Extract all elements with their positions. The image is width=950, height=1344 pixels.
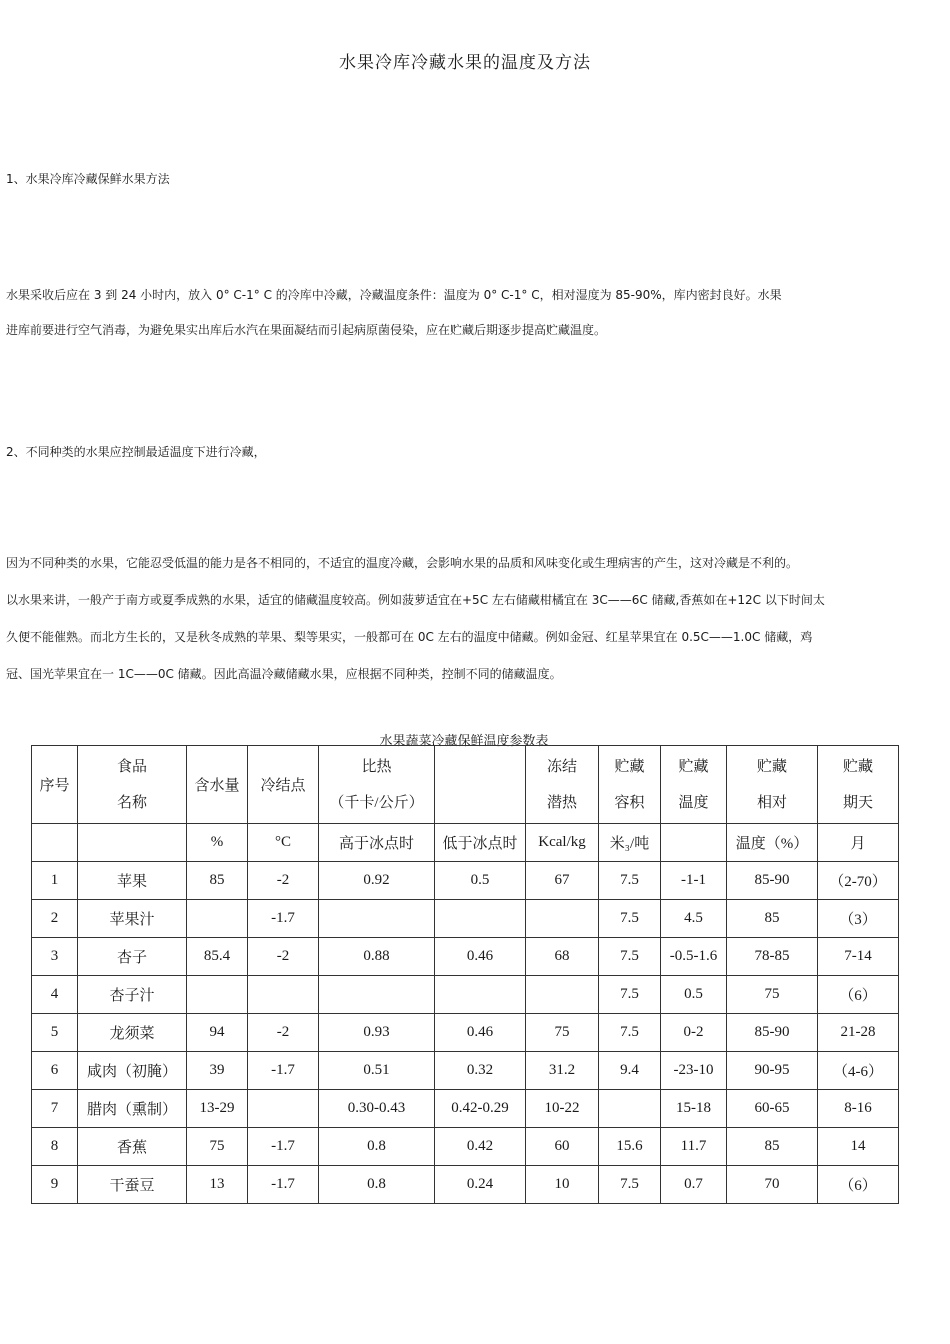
table-row: [32, 938, 899, 976]
table-cell: 85-90: [727, 862, 818, 900]
table-cell: 4: [32, 976, 78, 1014]
unit-cell: %: [187, 824, 248, 862]
document-title: 水果冷库冷藏水果的温度及方法: [339, 53, 591, 73]
header-cell: [435, 746, 526, 824]
header-cell: 贮藏 相对: [727, 746, 818, 824]
table-cell: 85.4: [187, 938, 248, 976]
table-cell: 85-90: [727, 1014, 818, 1052]
table-cell: -1.7: [248, 1052, 319, 1090]
table-cell: （6）: [818, 1166, 899, 1204]
table-cell: 75: [526, 1014, 599, 1052]
unit-cell: 月: [818, 824, 899, 862]
table-caption: 水果蔬菜冷藏保鲜温度参数表: [379, 734, 549, 749]
unit-cell: 米₃/吨: [599, 824, 661, 862]
unit-cell: [661, 824, 727, 862]
table-cell: 龙须菜: [78, 1014, 187, 1052]
table-cell: 15.6: [599, 1128, 661, 1166]
table-cell: 4.5: [661, 900, 727, 938]
table-cell: 11.7: [661, 1128, 727, 1166]
table-cell: [526, 976, 599, 1014]
table-cell: 干蚕豆: [78, 1166, 187, 1204]
section1-heading: 1、水果冷库冷藏保鲜水果方法: [6, 172, 170, 186]
table-row: [32, 1014, 899, 1052]
table-row: [32, 900, 899, 938]
unit-cell: Kcal/kg: [526, 824, 599, 862]
table-cell: 腊肉（熏制）: [78, 1090, 187, 1128]
table-cell: 60-65: [727, 1090, 818, 1128]
table-cell: 2: [32, 900, 78, 938]
header-cell: 贮藏 期天: [818, 746, 899, 824]
table-cell: 3: [32, 938, 78, 976]
table-cell: [248, 1090, 319, 1128]
table-cell: 60: [526, 1128, 599, 1166]
table-cell: 85: [187, 862, 248, 900]
table-cell: -0.5-1.6: [661, 938, 727, 976]
table-cell: 0.24: [435, 1166, 526, 1204]
unit-cell: °C: [248, 824, 319, 862]
table-cell: 苹果汁: [78, 900, 187, 938]
table-unit-row: [32, 824, 899, 862]
table-cell: （6）: [818, 976, 899, 1014]
table-cell: [187, 900, 248, 938]
table-row: [32, 976, 899, 1014]
table-cell: 7: [32, 1090, 78, 1128]
table-cell: 0.51: [319, 1052, 435, 1090]
table-cell: [248, 976, 319, 1014]
paragraph-line: 久便不能催熟。而北方生长的，又是秋冬成熟的苹果、梨等果实，一般都可在 0C 左右的温度中储藏。例如金冠、红星苹果宜在 0.5C——1.0C 储藏，鸡: [6, 630, 813, 644]
table-cell: 31.2: [526, 1052, 599, 1090]
table-row: [32, 862, 899, 900]
table-cell: [526, 900, 599, 938]
table-cell: 0.5: [435, 862, 526, 900]
table-cell: 0.42-0.29: [435, 1090, 526, 1128]
unit-cell: 温度（%）: [727, 824, 818, 862]
unit-cell: [78, 824, 187, 862]
table-cell: 94: [187, 1014, 248, 1052]
table-cell: 7.5: [599, 862, 661, 900]
paragraph-line: 进库前要进行空气消毒，为避免果实出库后水汽在果面凝结而引起病原菌侵染，应在贮藏后期逐步提高贮藏温度。: [6, 323, 607, 337]
table-cell: 0.46: [435, 1014, 526, 1052]
table-cell: -23-10: [661, 1052, 727, 1090]
table-cell: （4-6）: [818, 1052, 899, 1090]
table-cell: 90-95: [727, 1052, 818, 1090]
section2-paragraph: [6, 545, 926, 693]
header-cell: 冷结点: [248, 746, 319, 824]
table-cell: 6: [32, 1052, 78, 1090]
table-cell: 85: [727, 900, 818, 938]
table-cell: -2: [248, 862, 319, 900]
section1-paragraph: [6, 278, 926, 348]
table-cell: -2: [248, 1014, 319, 1052]
table-cell: 0.7: [661, 1166, 727, 1204]
table-cell: -1-1: [661, 862, 727, 900]
table-cell: 39: [187, 1052, 248, 1090]
table-cell: 苹果: [78, 862, 187, 900]
paragraph-line: 水果采收后应在 3 到 24 小时内，放入 0° C-1° C 的冷库中冷藏，冷藏温度条件：温度为 0° C-1° C，相对湿度为 85-90%，库内密封良好。水果: [6, 288, 782, 302]
table-cell: 10-22: [526, 1090, 599, 1128]
unit-cell: [32, 824, 78, 862]
header-cell: 贮藏 容积: [599, 746, 661, 824]
paragraph-line: 冠、国光苹果宜在一 1C——0C 储藏。因此高温冷藏储藏水果，应根据不同种类，控制不同的储藏温度。: [6, 667, 562, 681]
table-cell: 8-16: [818, 1090, 899, 1128]
table-body: [32, 862, 899, 1204]
table-cell: 70: [727, 1166, 818, 1204]
table-row: [32, 1166, 899, 1204]
table-header-row: [32, 746, 899, 824]
table-cell: -2: [248, 938, 319, 976]
table-cell: （2-70）: [818, 862, 899, 900]
table-cell: 7-14: [818, 938, 899, 976]
table-cell: 杏子: [78, 938, 187, 976]
header-cell: 食品 名称: [78, 746, 187, 824]
table-cell: 1: [32, 862, 78, 900]
table-cell: 0.30-0.43: [319, 1090, 435, 1128]
paragraph-line: 以水果来讲，一般产于南方或夏季成熟的水果，适宜的储藏温度较高。例如菠萝适宜在+5C 左右储藏柑橘宜在 3C——6C 储藏,香蕉如在+12C 以下时间太: [6, 593, 825, 607]
table-cell: [435, 976, 526, 1014]
table-cell: 68: [526, 938, 599, 976]
header-cell: 含水量: [187, 746, 248, 824]
table-cell: 0.32: [435, 1052, 526, 1090]
unit-cell: 低于冰点时: [435, 824, 526, 862]
table-cell: 67: [526, 862, 599, 900]
header-cell: 冻结 潜热: [526, 746, 599, 824]
table-cell: 0-2: [661, 1014, 727, 1052]
table-cell: 21-28: [818, 1014, 899, 1052]
table-cell: 7.5: [599, 976, 661, 1014]
table-cell: [319, 900, 435, 938]
unit-cell: 高于冰点时: [319, 824, 435, 862]
table-cell: [187, 976, 248, 1014]
section2-heading: 2、不同种类的水果应控制最适温度下进行冷藏，: [6, 445, 266, 459]
table-cell: 7.5: [599, 900, 661, 938]
table-cell: 7.5: [599, 938, 661, 976]
table-row: [32, 1128, 899, 1166]
table-row: [32, 1052, 899, 1090]
table-cell: -1.7: [248, 1166, 319, 1204]
table-row: [32, 1090, 899, 1128]
table-cell: 0.92: [319, 862, 435, 900]
table-cell: 9.4: [599, 1052, 661, 1090]
table-cell: 0.93: [319, 1014, 435, 1052]
table-cell: 0.42: [435, 1128, 526, 1166]
table-cell: 85: [727, 1128, 818, 1166]
table-cell: 0.5: [661, 976, 727, 1014]
header-cell: 序号: [32, 746, 78, 824]
table-cell: -1.7: [248, 1128, 319, 1166]
table-cell: 杏子汁: [78, 976, 187, 1014]
table-cell: 8: [32, 1128, 78, 1166]
table-cell: 14: [818, 1128, 899, 1166]
table-cell: 7.5: [599, 1166, 661, 1204]
table-cell: 咸肉（初腌）: [78, 1052, 187, 1090]
table-cell: 0.88: [319, 938, 435, 976]
table-cell: 75: [727, 976, 818, 1014]
table-cell: 7.5: [599, 1014, 661, 1052]
table-cell: 0.8: [319, 1166, 435, 1204]
storage-parameter-table: [31, 745, 899, 1204]
table-cell: 9: [32, 1166, 78, 1204]
table-cell: 10: [526, 1166, 599, 1204]
table-cell: -1.7: [248, 900, 319, 938]
table-cell: 0.46: [435, 938, 526, 976]
table-cell: 15-18: [661, 1090, 727, 1128]
table-cell: 香蕉: [78, 1128, 187, 1166]
paragraph-line: 因为不同种类的水果，它能忍受低温的能力是各不相同的，不适宜的温度冷藏，会影响水果的品质和风味变化或生理病害的产生，这对冷藏是不利的。: [6, 556, 799, 570]
table-cell: 13: [187, 1166, 248, 1204]
table-cell: （3）: [818, 900, 899, 938]
table-cell: 75: [187, 1128, 248, 1166]
table-cell: [319, 976, 435, 1014]
table-cell: 78-85: [727, 938, 818, 976]
table-cell: 5: [32, 1014, 78, 1052]
table-cell: [435, 900, 526, 938]
header-cell: 贮藏 温度: [661, 746, 727, 824]
table-cell: 0.8: [319, 1128, 435, 1166]
table-cell: [599, 1090, 661, 1128]
header-cell: 比热 （千卡/公斤）: [319, 746, 435, 824]
table-cell: 13-29: [187, 1090, 248, 1128]
